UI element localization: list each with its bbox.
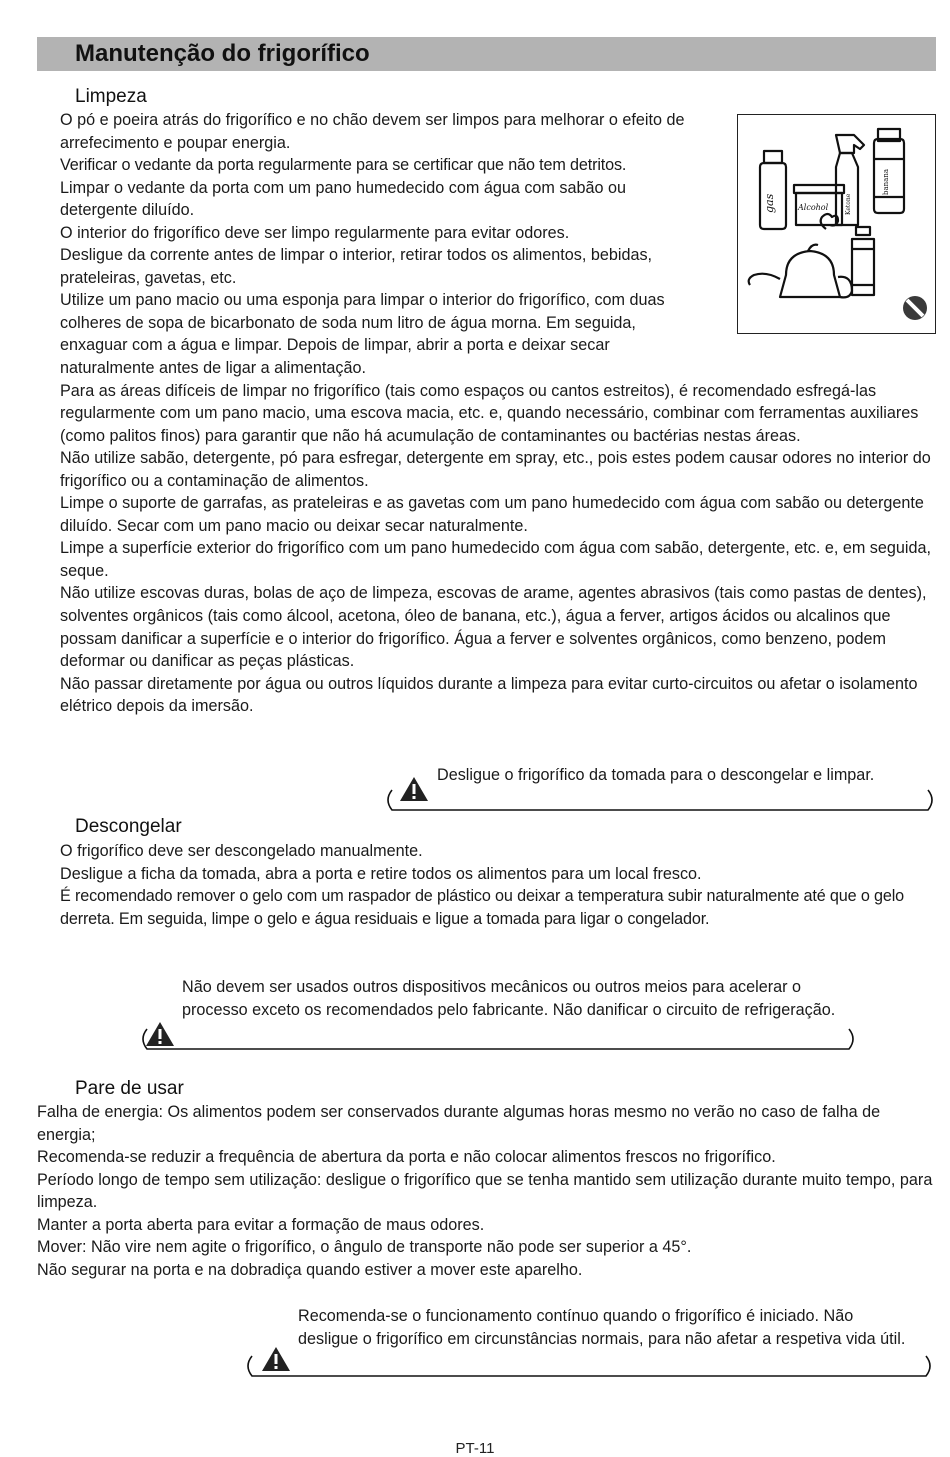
limpeza-line-1: O pó e poeira atrás do frigorífico e no chão devem ser limpos para melhorar o efeito de arrefecimento e poupar energia. <box>60 111 685 152</box>
warning-text-limpeza: Desligue o frigorífico da tomada para o descongelar e limpar. <box>437 766 875 784</box>
descongelar-line-2: Desligue a ficha da tomada, abra a porta e retire todos os alimentos para um local fresco. <box>60 864 702 883</box>
limpeza-line-4: O interior do frigorífico deve ser limpo regularmente para evitar odores. <box>60 223 570 242</box>
warning-text-descongelar: Não devem ser usados outros dispositivos mecânicos ou outros meios para acelerar o processo exceto os recomendados pelo fabricante. Não danificar o circuito de refrigeração. <box>182 978 836 1019</box>
limpeza-line-9: Limpe o suporte de garrafas, as prateleiras e as gavetas com um pano humedecido com água com sabão ou detergente diluído. Secar com um pano macio ou deixar secar naturalmente. <box>60 494 924 535</box>
bottle-label-banana: banana <box>882 168 890 195</box>
limpeza-line-6: Utilize um pano macio ou uma esponja para limpar o interior do frigorífico, com duas colheres de sopa de bicarbonato de soda num litro de água morna. Em seguida, enxaguar com a água e limpar. Depois de limpar, abrir a porta e deixar secar naturalmente antes de ligar a alimentação. <box>60 291 665 378</box>
limpeza-line-3: Limpar o vedante da porta com um pano humedecido com água com sabão ou detergente diluído. <box>60 178 627 220</box>
pare-line-1: Falha de energia: Os alimentos podem ser conservados durante algumas horas mesmo no verão no caso de falha de energia; <box>37 1103 881 1144</box>
descongelar-line-3: É recomendado remover o gelo com um raspador de plástico ou deixar a temperatura subir naturalmente até que o gelo derreta. Em seguida, limpe o gelo e água residuais e ligue a tomada para ligar o congelador. <box>60 887 905 928</box>
warning-bracket-limpeza <box>380 786 938 814</box>
limpeza-line-7: Para as áreas difíceis de limpar no frigorífico (tais como espaços ou cantos estreitos), é recomendado esfregá-las regularmente com um pano macio, uma escova macia, etc. e, quando necessário, combinar com ferramentas auxiliares (como palitos finos) para garantir que não há acumulação de contaminantes ou bactérias nestas áreas. <box>60 381 919 445</box>
warning-bracket-descongelar <box>135 1025 861 1053</box>
pare-line-3: Período longo de tempo sem utilização: desligue o frigorífico que se tenha mantido sem utilização durante muito tempo, para limpeza. <box>37 1170 933 1212</box>
pare-body <box>37 1101 937 1281</box>
limpeza-line-11: Não utilize escovas duras, bolas de aço de limpeza, escovas de arame, agentes abrasivos (tais como pastas de dentes), solventes orgânicos (tais como álcool, acetona, óleo de banana, etc.), água a ferver, artigos ácidos ou alcalinos que possam danificar a superfície e o interior do frigorífico. Água a ferver e solventes orgânicos, como benzeno, podem deformar ou danificar as peças plásticas. <box>60 584 927 671</box>
cleaning-products-illustration <box>737 114 936 334</box>
warning-bracket-pare <box>240 1352 938 1380</box>
bottle-label-ketone: Ketone <box>845 193 852 215</box>
descongelar-line-1: O frigorífico deve ser descongelado manualmente. <box>60 842 423 860</box>
section-title-limpeza: Limpeza <box>75 86 147 107</box>
prohibited-icon <box>903 296 927 320</box>
limpeza-line-8: Não utilize sabão, detergente, pó para esfregar, detergente em spray, etc., pois estes podem causar odores no interior do frigorífico ou a contaminação de alimentos. <box>60 449 931 490</box>
warning-icon <box>399 775 429 803</box>
warning-icon <box>145 1020 175 1048</box>
limpeza-line-2: Verificar o vedante da porta regularmente para se certificar que não tem detritos. <box>60 156 627 175</box>
bottle-label-alcohol: Alcohol <box>798 203 829 212</box>
pare-line-4: Manter a porta aberta para evitar a formação de maus odores. <box>37 1215 485 1234</box>
section-title-descongelar: Descongelar <box>75 816 182 837</box>
limpeza-line-5: Desligue da corrente antes de limpar o interior, retirar todos os alimentos, bebidas, prateleiras, gavetas, etc. <box>60 246 653 287</box>
pare-line-6: Não segurar na porta e na dobradiça quando estiver a mover este aparelho. <box>37 1260 583 1279</box>
page-title: Manutenção do frigorífico <box>75 40 370 67</box>
pare-line-5: Mover: Não vire nem agite o frigorífico, o ângulo de transporte não pode ser superior a 45°. <box>37 1238 692 1257</box>
page-number: PT-11 <box>455 1440 495 1457</box>
warning-icon <box>261 1345 291 1373</box>
descongelar-body <box>60 840 945 930</box>
warning-text-pare: Recomenda-se o funcionamento contínuo quando o frigorífico é iniciado. Não desligue o frigorífico em circunstâncias normais, para não afetar a respetiva vida útil. <box>298 1307 906 1348</box>
section-title-pare-de-usar: Pare de usar <box>75 1078 184 1099</box>
pare-line-2: Recomenda-se reduzir a frequência de abertura da porta e não colocar alimentos frescos no frigorífico. <box>37 1148 776 1167</box>
header-bar <box>37 37 936 71</box>
limpeza-line-12: Não passar diretamente por água ou outros líquidos durante a limpeza para evitar curto-circuitos ou afetar o isolamento elétrico depois da imersão. <box>60 674 918 716</box>
limpeza-line-10: Limpe a superfície exterior do frigorífico com um pano humedecido com água com sabão, detergente, etc. e, em seguida, seque. <box>60 539 932 580</box>
bottle-label-gas: gas <box>763 193 776 213</box>
